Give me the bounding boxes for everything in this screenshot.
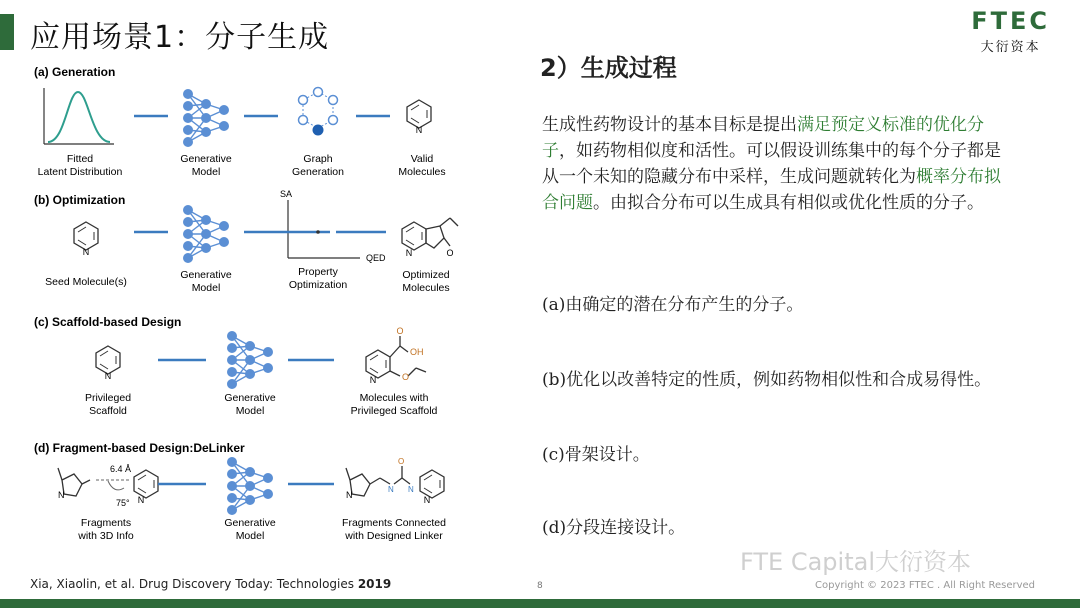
label-line: Latent Distribution <box>37 166 123 178</box>
label-line: Generative <box>224 392 276 404</box>
atom-n: N <box>346 490 353 500</box>
para-seg: 。由拟合分布可以生成具有相似或优化性质的分子。 <box>593 193 984 213</box>
label-line: Generative <box>224 517 276 529</box>
label-line: Fragments <box>80 517 132 529</box>
panel-a-label-4 <box>398 153 445 178</box>
panel-a-label-3 <box>292 153 344 178</box>
para-highlight: 概率分布拟合问题 <box>542 167 1001 213</box>
para-seg: ，如药物相似度和活性。可以假设训练集中的每个分子都是从一个未知的隐藏分布中采样，生成问题就转化为 <box>542 141 1001 187</box>
label-line: Property <box>298 266 338 278</box>
label-line: Molecules with <box>359 392 429 404</box>
label-line: Model <box>235 530 265 542</box>
panel-a-label-1 <box>38 153 123 178</box>
label-line: Fitted <box>66 153 94 165</box>
atom-o: O <box>446 248 454 258</box>
para-highlight: 满足预定义标准的优化分子 <box>542 115 984 161</box>
scaffold-molecule-icon <box>366 336 426 378</box>
distribution-plot <box>44 88 114 144</box>
fragments-icon <box>58 468 158 498</box>
label-line: Optimized <box>402 269 450 281</box>
generative-model-icon <box>183 89 229 147</box>
generative-model-icon <box>227 457 273 515</box>
panel-b-heading: (b) Optimization <box>34 193 126 207</box>
atom-n: N <box>104 371 112 381</box>
label-line: Fragments Connected <box>342 517 446 529</box>
atom-o: O <box>398 457 405 466</box>
panel-c-label-1 <box>85 392 131 417</box>
atom-oh: OH <box>410 347 424 357</box>
label-line: Scaffold <box>89 405 127 417</box>
panel-b-label-3 <box>289 266 348 291</box>
bottom-accent-bar <box>0 599 1080 608</box>
atom-n: N <box>405 248 413 258</box>
pyridine-icon <box>74 222 98 250</box>
atom-n: N <box>58 490 65 500</box>
graph-icon <box>299 88 338 136</box>
label-line: with Designed Linker <box>345 530 443 542</box>
logo-subtitle: 大衍资本 <box>980 40 1041 55</box>
ftec-logo <box>971 8 1050 55</box>
label-line: Generation <box>292 166 344 178</box>
pyridine-icon <box>96 346 120 374</box>
citation-year: 2019 <box>357 577 392 591</box>
atom-n: N <box>82 247 90 257</box>
label-line: Generative <box>180 153 232 165</box>
para-seg: 生成性药物设计的基本目标是提出 <box>542 115 797 135</box>
label-line: Molecules <box>402 282 450 294</box>
label-line: Optimization <box>288 279 348 291</box>
property-axes <box>244 200 360 258</box>
pyridine-icon <box>407 100 431 128</box>
atom-n: N <box>388 485 394 494</box>
list-item-b: (b)优化以改善特定的性质，例如药物相似性和合成易得性。 <box>542 370 992 390</box>
atom-n: N <box>137 495 145 505</box>
atom-n: N <box>369 375 377 385</box>
panel-b-label-1: Seed Molecule(s) <box>45 276 127 288</box>
citation <box>30 577 391 591</box>
panel-b-label-2 <box>180 269 232 294</box>
linked-molecule-icon <box>346 466 444 498</box>
generative-model-icon <box>227 331 273 389</box>
label-line: Privileged <box>84 392 132 404</box>
label-line: with 3D Info <box>78 530 134 542</box>
logo-mark: FTEC <box>971 7 1050 35</box>
list-item-d: (d)分段连接设计。 <box>542 518 686 538</box>
list-item-a: (a)由确定的潜在分布产生的分子。 <box>542 295 804 315</box>
citation-text: Xia, Xiaolin, et al. Drug Discovery Today: Technologies <box>30 577 358 591</box>
label-line: Generative <box>180 269 232 281</box>
label-line: Model <box>235 405 265 417</box>
panel-d-heading: (d) Fragment-based Design:DeLinker <box>34 441 245 455</box>
panel-c-label-2 <box>224 392 276 417</box>
atom-o: O <box>396 326 404 336</box>
angle-label: 75° <box>116 498 130 508</box>
panel-c-label-3 <box>351 392 438 417</box>
optimized-molecule-icon <box>402 218 458 250</box>
label-line: Valid <box>410 153 434 165</box>
label-line: Model <box>191 166 221 178</box>
section-heading: 2）生成过程 <box>540 54 677 82</box>
description-paragraph <box>542 112 1012 216</box>
page-number: 8 <box>537 581 543 591</box>
atom-n: N <box>415 125 423 135</box>
axis-y-label: SA <box>280 189 293 199</box>
slide-title: 应用场景1：分子生成 <box>30 20 330 55</box>
label-line: Privileged Scaffold <box>350 405 438 417</box>
panel-a-label-2 <box>180 153 232 178</box>
panel-c-heading: (c) Scaffold-based Design <box>34 315 182 329</box>
copyright: Copyright © 2023 FTEC . All Right Reserved <box>815 580 1035 591</box>
panel-d-label-1 <box>77 517 134 542</box>
panel-b-label-4 <box>402 269 449 294</box>
panel-d-label-3 <box>342 517 446 542</box>
watermark: FTE Capital大衍资本 <box>740 548 971 576</box>
atom-n: N <box>408 485 414 494</box>
list-item-c: (c)骨架设计。 <box>542 445 650 465</box>
title-accent-bar <box>0 14 14 50</box>
axis-x-label: QED <box>366 253 386 263</box>
atom-o: O <box>402 372 410 382</box>
label-line: Molecules <box>398 166 446 178</box>
panel-a-heading: (a) Generation <box>34 65 116 79</box>
atom-n: N <box>423 495 431 505</box>
distance-label: 6.4 Å <box>110 464 132 474</box>
generation-figure <box>30 60 510 575</box>
label-line: Graph <box>303 153 333 165</box>
label-line: Model <box>191 282 221 294</box>
generative-model-icon <box>183 205 229 263</box>
panel-d-label-2 <box>224 517 276 542</box>
